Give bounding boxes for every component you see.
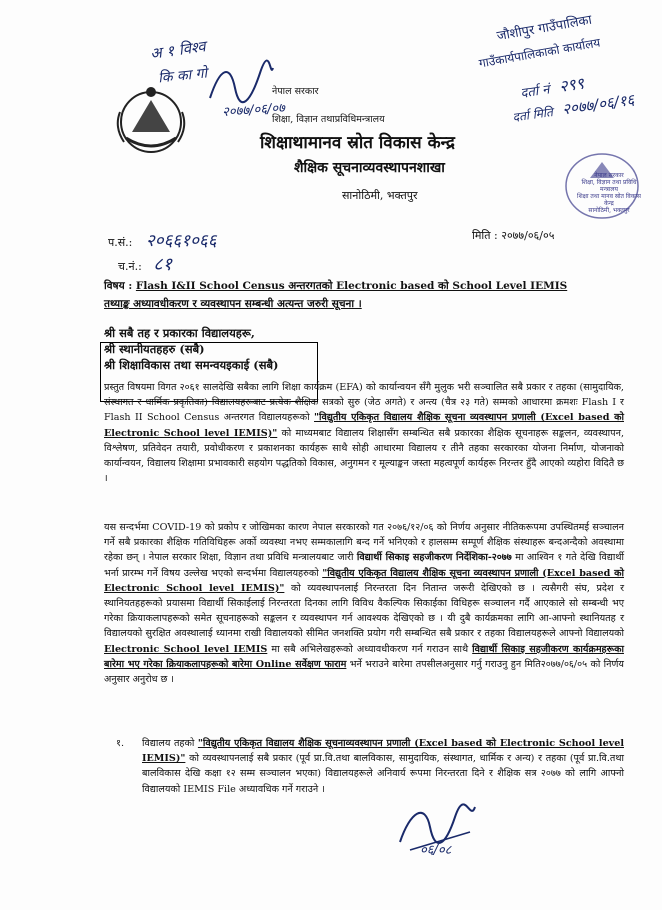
addressee-line: श्री सबै तह र प्रकारका विद्यालयहरू, <box>104 326 255 340</box>
seal-line: शिक्षा तथा मानव स्रोत विकास केन्द्र <box>577 193 641 207</box>
handwritten-note: कि का गो <box>157 65 208 87</box>
patra-number: २०६६१०६६ <box>145 231 217 251</box>
list-item-1 <box>142 736 624 797</box>
letter-date: मिति : २०७७/०६/०५ <box>472 229 555 242</box>
para2-bold: "विद्युतीय एकिकृत विद्यालय शैक्षिक सूचना व्यवस्थापन प्रणाली (Excel based को Electronic School level IEMIS)" <box>104 567 624 594</box>
subject-line <box>104 279 567 293</box>
ministry-label: शिक्षा, विज्ञान तथाप्रविधिमन्त्रालय <box>272 114 385 125</box>
subject-text: Flash I&II School Census अन्तरगतको Electronic based को School Level IEMIS <box>135 280 568 292</box>
handwritten-note: अ १ विश्व <box>149 37 207 63</box>
location-label: सानोठिमी, भक्तपुर <box>342 189 418 202</box>
nepal-government-emblem <box>112 82 190 158</box>
para1-text-2: को माध्यमबाट विद्यालय शिक्षासँग सम्बन्धित सबै प्रकारका शैक्षिक सूचनाहरू सङ्कलन, व्यवस्थापन, विश्लेषण, प्रतिवेदन तयारी, प्रवोधीकरण र प्रकाशनका कार्यहरू साथै सोही आधारमा विद्यालय र तीनै तहका सरकारका योजना निर्माण, योजनाको कार्यान्वयन, विद्यालय शिक्षामा प्रभावकारी सहयोग पद्धतिको विकास, अनुगमन र मूल्याङ्कन जस्ता महत्वपूर्ण कार्यहरू निरन्तर हुँदै आएको व्यहोरा विदितै छ । <box>104 427 624 485</box>
patra-label: प.सं.: <box>108 236 133 249</box>
center-title: शिक्षाथामानव स्रोत विकास केन्द्र <box>260 133 455 153</box>
item1-bold: "विद्युतीय एकिकृत विद्यालय शैक्षिक सूचनाव्यवस्थापन प्रणाली (Excel based को Electronic School level IEMIS)" <box>142 738 624 765</box>
addressee-line: श्री शिक्षाविकास तथा समन्वयइकाई (सबै) <box>104 358 279 372</box>
para2-bold: Electronic School level IEMIS <box>104 643 268 655</box>
government-label: नेपाल सरकार <box>272 86 319 97</box>
seal-line: शिक्षा, विज्ञान तथा प्रविधि मन्त्रालय <box>581 179 637 193</box>
item1-text-2: को व्यवस्थापनलाई सबै प्रकार (पूर्व प्रा.वि.तथा बालविकास, सामुदायिक, संस्थागत, धार्मिक र अन्य) र तहका (पूर्व प्रा.वि.तथा बालविकास देखि कक्षा १२ सम्म सञ्चालन भएका) विद्यालयहरूले अनिवार्य रूपमा निरन्तरता दिने र शैक्षिक सत्र २०७७ को लागि आफ्नो विद्यालयको IEMIS File अध्यावधिक गर्ने गराउने । <box>142 753 624 795</box>
item-number: १. <box>116 738 125 749</box>
para2-text: को व्यवस्थापनलाई निरन्तरता दिन नितान्त जरूरी देखिएको छ । त्यसैगरी संघ, प्रदेश र स्थानियतहहरूको प्रयासमा विद्यार्थी सिकाईलाई निरन्तरता दिनका लागि विविध वैकल्पिक सिकाईका विधिहरू सञ्चालन गर्दै आएकाले सो सम्बन्धी भए गरेका क्रियाकलापहरूको समेत सूचनाहरूको सङ्कलन र व्यवस्थापन गर्न आवश्यक देखिएको छ । यी दुबै कार्यक्रमका लागि आ-आफ्नो स्थानियतह र विद्यालयको सुरक्षित अवस्थालाई ध्यानमा राखी विद्यालयको सीमित जनशक्ति प्रयोग गरी सम्बन्धित सबै प्रकार र तहका विद्यालयहरूले आफ्नो विद्यालयको <box>104 582 624 640</box>
chalani-number <box>118 252 172 276</box>
patra-sankhya <box>108 228 217 251</box>
branch-title: शैक्षिक सूचनाव्यवस्थापनशाखा <box>294 160 445 176</box>
registration-date-value: २०७७/०६/१६ <box>561 90 636 119</box>
para2-text: यस सन्दर्भमा COVID-19 को प्रकोप र जोखिमका कारण नेपाल सरकारको गत २०७६/१२/०६ को निर्णय अनुसार नीतिकरूपमा उपस्थितमई सञ्चालन गर्ने सबै प्रकारका शैक्षिक गतिविधिहरू अर्को व्यवस्था नभए सम्मकालागि बन्द गर्ने भनिएको र हालसम्म सम्पूर्ण शैक्षिक संस्थाहरू बन्दअन्दैको अवस्थामा रहेका छन् । नेपाल सरकार शिक्षा, विज्ञान तथा प्रविधि मन्त्रालयबाट जारी <box>104 522 624 564</box>
para2-text: मा सबै अभिलेखहरूको अध्यावधीकरण गर्न गराउन साथै <box>271 643 469 655</box>
para2-text: भर्ने भराउने बारेमा तपसीलअनुसार गर्नु गराउनु हुन मिति२०७७/०६/०५ को निर्णय अनुसार अनुरोध छ । <box>104 658 624 686</box>
registration-date-label: दर्ता मिति <box>511 104 554 125</box>
para1-bold: "विद्युतीय एकिकृत विद्यालय शैक्षिक सूचना व्यवस्थापन प्रणाली (Excel based को Electronic School level IEMIS)" <box>104 412 624 439</box>
item1-text: विद्यालय तहको <box>142 738 195 749</box>
subject-label: विषय : <box>104 280 133 292</box>
office-stamp-line: जौशीपुर गाउँपालिका <box>495 12 593 45</box>
para2-text: मा आश्विन १ गते देखि विद्यार्थी भर्ना प्रारम्भ गर्ने विषय उल्लेख भएको सन्दर्भमा विद्यालयहरुको <box>104 552 624 579</box>
para2-bold: विद्यार्थी सिकाइ सहजीकरण निर्देशिका-२०७७ <box>356 552 512 564</box>
paragraph-2 <box>104 520 624 687</box>
seal-text <box>574 172 644 214</box>
chalani-value: ८१ <box>153 254 173 275</box>
office-stamp-line: गाउँकार्यपालिकाको कार्यालय <box>477 35 602 71</box>
registration-label: दर्ता नं <box>519 82 551 102</box>
registration-value: २९९ <box>557 73 586 96</box>
addressee-line: श्री स्थानीयतहहरु (सबै) <box>104 342 205 356</box>
seal-line: सानोठिमी, भक्तपुर <box>588 207 630 214</box>
paragraph-1 <box>104 380 624 486</box>
subject-text-2: तथ्याङ्क अध्यावधीकरण र व्यवस्थापन सम्बन्धी अत्यन्त जरुरी सूचना । <box>104 298 362 310</box>
para1-text: प्रस्तुत विषयमा विगत २०६१ सालदेखि सबैका लागि शिक्षा कार्यक्रम (EFA) को कार्यान्वयन सँगै मुलुक भरी सञ्चालित सबै प्रकार र तहका (सामुदायिक, संस्थागत र धार्मिक प्रकृतिका) विद्यालयहरूबाट प्रत्येक शैक्षिक सत्रको सुरु (जेठ अगते) र अन्त्य (चैत्र २३ गते) सम्मको आधारमा क्रमशः Flash I र Flash II School Census अन्तरगत विद्यालयहरूको <box>104 382 624 424</box>
signature-mark <box>205 58 275 108</box>
seal-line: नेपाल सरकार <box>594 172 624 179</box>
handwritten-date: २०७७/०६/०७ <box>221 100 286 121</box>
para2-bold: विद्यार्थी सिकाइ सहजीकरण कार्यक्रमहरूका बारेमा भए गरेका क्रियाकलापहरूको बारेमा Online सर्वेक्षण फाराम <box>104 643 624 670</box>
signature-date: ०६/०८ <box>420 843 452 858</box>
chalani-label: च.नं.: <box>118 260 142 273</box>
